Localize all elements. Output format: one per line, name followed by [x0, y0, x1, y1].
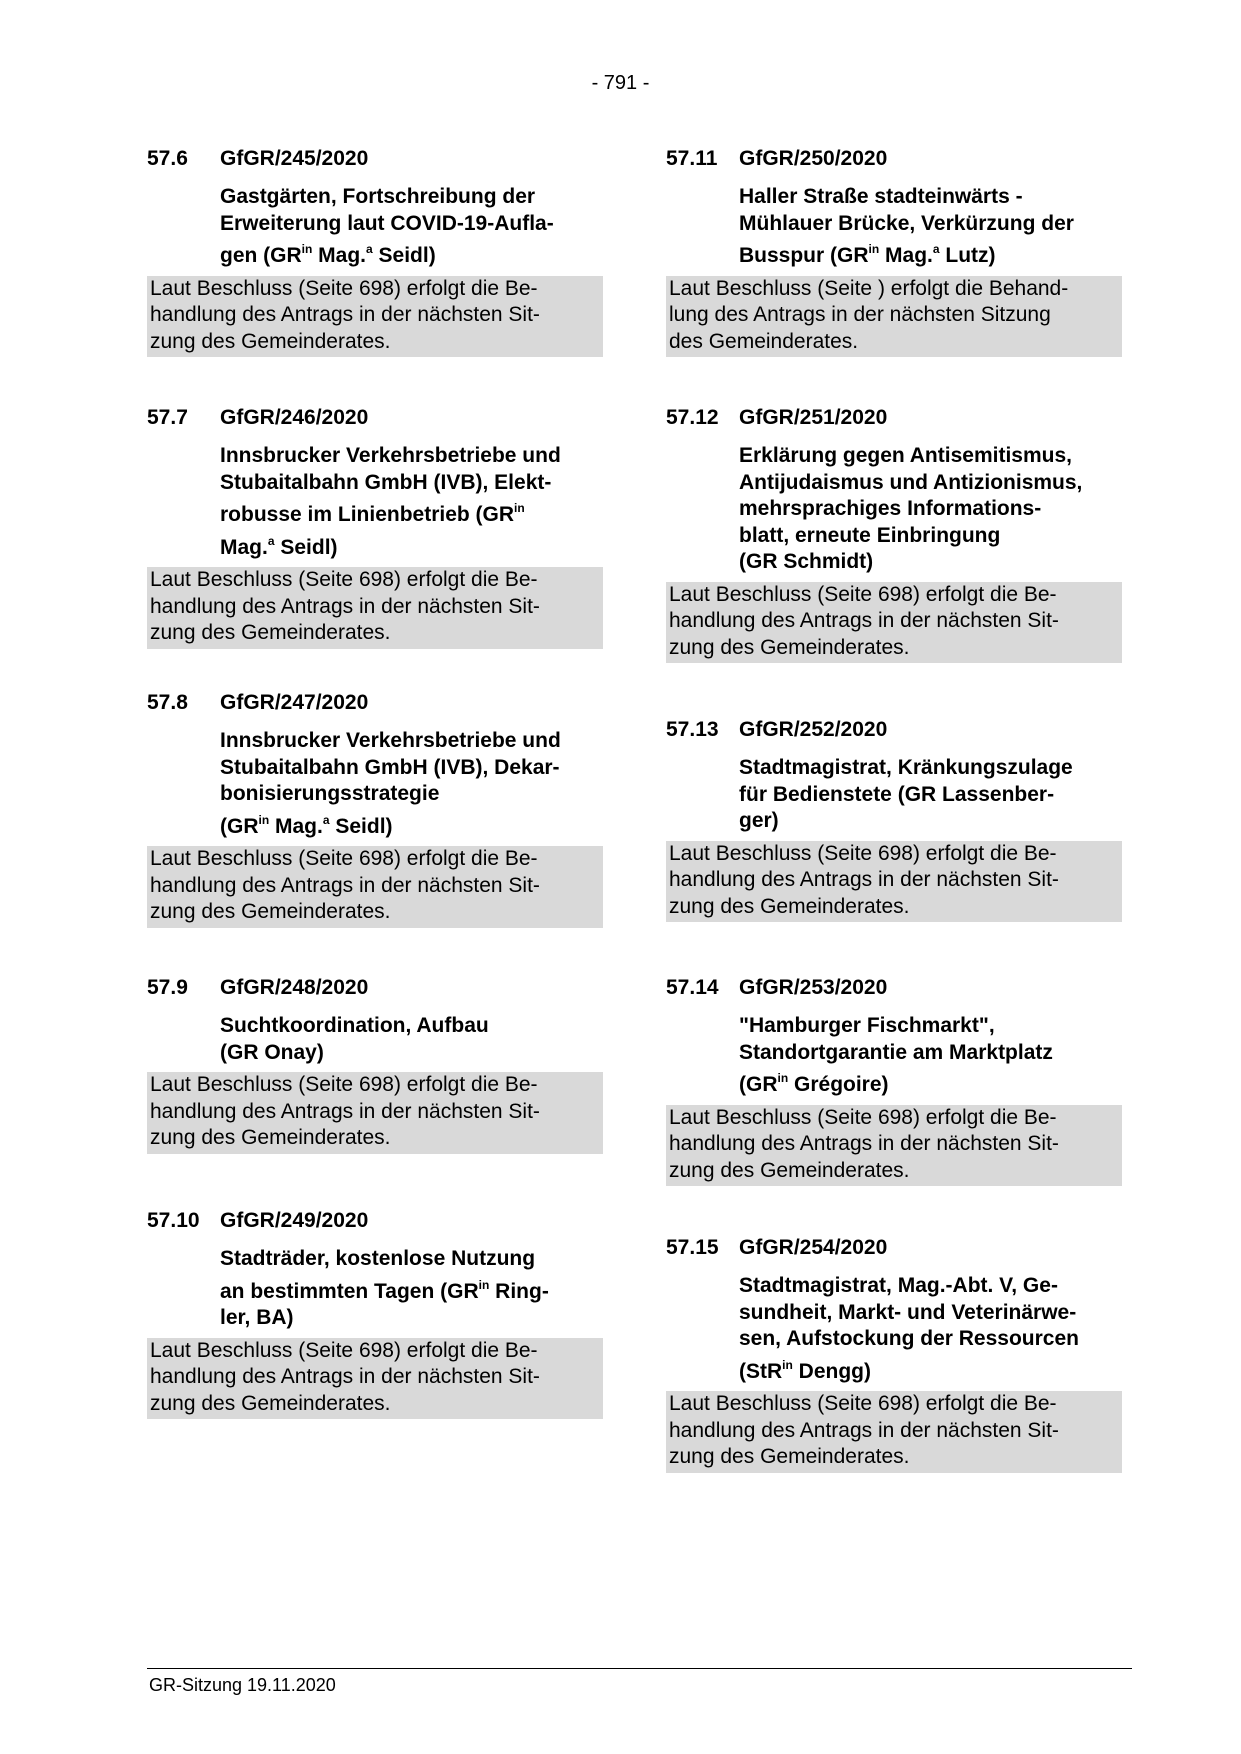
item-title-line: Mühlauer Brücke, Verkürzung der [739, 211, 1074, 235]
decision-line: zung des Gemeinderates. [150, 900, 391, 923]
decision-line: handlung des Antrags in der nächsten Sit- [150, 873, 540, 897]
item-title-line: Innsbrucker Verkehrsbetriebe und [220, 729, 561, 752]
item-number: 57.15 [666, 1236, 719, 1259]
decision-line: Laut Beschluss (Seite 698) erfolgt die Be- [150, 276, 538, 300]
item-number: 57.13 [666, 718, 719, 741]
decision-line: zung des Gemeinderates. [669, 1445, 910, 1468]
decision-box [147, 846, 603, 928]
item-number: 57.7 [147, 406, 188, 429]
decision-line: zung des Gemeinderates. [669, 894, 910, 918]
item-title-line: (StR$^{in}$ Dengg) [739, 1357, 871, 1383]
item-title-line: Erweiterung laut COVID-19-Aufla- [220, 211, 554, 235]
item-title [220, 443, 603, 561]
decision-line: Laut Beschluss (Seite ) erfolgt die Behand- [669, 276, 1069, 300]
footer-divider [147, 1668, 1132, 1669]
item-heading [666, 1235, 1122, 1261]
decision-line: Laut Beschluss (Seite 698) erfolgt die Be- [150, 847, 538, 870]
decision-box [147, 567, 603, 649]
decision-line: Laut Beschluss (Seite 698) erfolgt die Be- [669, 1392, 1057, 1415]
item-title-line: Standortgarantie am Marktplatz [739, 1040, 1053, 1064]
item-title [220, 184, 603, 270]
agenda-item [147, 690, 603, 928]
item-code: GfGR/246/2020 [220, 406, 369, 429]
item-number: 57.9 [147, 976, 188, 999]
decision-line: Laut Beschluss (Seite 698) erfolgt die Be- [150, 568, 538, 591]
agenda-item [147, 146, 603, 357]
agenda-item [666, 717, 1122, 922]
decision-line: Laut Beschluss (Seite 698) erfolgt die Be- [669, 841, 1057, 865]
item-title-line: Stadtmagistrat, Mag.-Abt. V, Ge- [739, 1274, 1058, 1297]
decision-line: handlung des Antrags in der nächsten Sit- [669, 1418, 1059, 1442]
item-number: 57.14 [666, 976, 719, 999]
agenda-item [147, 405, 603, 649]
agenda-item [666, 975, 1122, 1186]
item-number: 57.10 [147, 1209, 200, 1232]
item-code: GfGR/249/2020 [220, 1209, 369, 1232]
item-heading [147, 146, 603, 172]
decision-line: zung des Gemeinderates. [150, 621, 391, 644]
item-number: 57.12 [666, 406, 719, 429]
decision-line: zung des Gemeinderates. [669, 1158, 910, 1182]
item-title-line: Mag.$^a$ Seidl) [220, 533, 338, 559]
item-title [739, 1013, 1122, 1099]
item-title-line: blatt, erneute Einbringung [739, 523, 1001, 547]
item-title [220, 728, 603, 840]
item-title-line: bonisierungsstrategie [220, 782, 440, 805]
item-title-line: Innsbrucker Verkehrsbetriebe und [220, 444, 561, 467]
decision-line: handlung des Antrags in der nächsten Sit- [150, 594, 540, 618]
agenda-item [147, 1208, 603, 1419]
decision-box [666, 1105, 1122, 1187]
item-title-line: (GR Schmidt) [739, 550, 874, 573]
decision-line: handlung des Antrags in der nächsten Sit- [669, 1132, 1059, 1155]
item-heading [666, 146, 1122, 172]
item-code: GfGR/250/2020 [739, 147, 888, 170]
decision-box [666, 276, 1122, 358]
decision-line: Laut Beschluss (Seite 698) erfolgt die Be- [669, 1105, 1057, 1129]
item-code: GfGR/251/2020 [739, 406, 888, 429]
item-code: GfGR/253/2020 [739, 976, 888, 999]
decision-line: zung des Gemeinderates. [150, 1391, 391, 1415]
decision-box [147, 1072, 603, 1154]
decision-line: handlung des Antrags in der nächsten Sit- [150, 303, 540, 326]
item-number: 57.8 [147, 691, 188, 714]
decision-box [666, 841, 1122, 923]
item-heading [147, 975, 603, 1001]
item-title [739, 1273, 1122, 1385]
item-title-line: Erklärung gegen Antisemitismus, [739, 444, 1072, 467]
item-title-line: für Bedienstete (GR Lassenber- [739, 782, 1055, 806]
decision-line: handlung des Antrags in der nächsten Sit- [150, 1365, 540, 1388]
item-title-line: Gastgärten, Fortschreibung der [220, 185, 536, 208]
item-title-line: Busspur ($GR^{in}$ Mag.$^a$ Lutz) [739, 242, 996, 267]
item-title [739, 443, 1122, 576]
page-number: - 791 - [591, 72, 650, 94]
item-title [220, 1013, 603, 1066]
item-title [739, 755, 1122, 835]
decision-line: handlung des Antrags in der nächsten Sit- [669, 868, 1059, 891]
item-code: GfGR/247/2020 [220, 691, 369, 714]
item-heading [147, 690, 603, 716]
decision-box [666, 1391, 1122, 1473]
item-title-line: gen ($GR^{in}$ Mag.$^a$ Seidl) [220, 242, 436, 267]
agenda-item [147, 975, 603, 1154]
item-heading [666, 717, 1122, 743]
agenda-item [666, 146, 1122, 357]
item-title-line: ler, BA) [220, 1306, 294, 1329]
item-title-line: Stadträder, kostenlose Nutzung [220, 1247, 536, 1270]
item-number: 57.11 [666, 147, 718, 170]
item-title-line: robusse im Linienbetrieb ($GR^{in}$ [220, 501, 525, 526]
agenda-item [666, 1235, 1122, 1473]
item-code: GfGR/252/2020 [739, 718, 888, 741]
decision-box [147, 276, 603, 358]
item-title-line: ger) [739, 809, 779, 832]
decision-line: handlung des Antrags in der nächsten Sit- [669, 609, 1059, 632]
footer-text: GR-Sitzung 19.11.2020 [149, 1675, 336, 1695]
agenda-item [666, 405, 1122, 663]
item-title-line: Stubaitalbahn GmbH (IVB), Elekt- [220, 470, 552, 494]
decision-line: handlung des Antrags in der nächsten Sit- [150, 1099, 540, 1123]
item-title-line: Stadtmagistrat, Kränkungszulage [739, 756, 1073, 779]
item-title-line: "Hamburger Fischmarkt", [739, 1014, 995, 1037]
item-title-line: Antijudaismus und Antizionismus, [739, 470, 1083, 494]
decision-line: des Gemeinderates. [669, 329, 859, 353]
item-title-line: (GR Onay) [220, 1040, 324, 1064]
decision-line: Laut Beschluss (Seite 698) erfolgt die Be- [669, 582, 1057, 606]
decision-line: Laut Beschluss (Seite 698) erfolgt die Be- [150, 1338, 538, 1362]
decision-box [147, 1338, 603, 1420]
decision-line: zung des Gemeinderates. [150, 329, 391, 353]
item-number: 57.6 [147, 147, 188, 170]
item-title-line: Suchtkoordination, Aufbau [220, 1014, 489, 1037]
item-title-line: Stubaitalbahn GmbH (IVB), Dekar- [220, 755, 560, 779]
decision-box [666, 582, 1122, 664]
decision-line: zung des Gemeinderates. [150, 1126, 391, 1149]
item-code: GfGR/254/2020 [739, 1236, 888, 1259]
decision-line: Laut Beschluss (Seite 698) erfolgt die Be- [150, 1073, 538, 1096]
item-title [220, 1246, 603, 1332]
decision-line: zung des Gemeinderates. [669, 635, 910, 659]
item-title-line: sen, Aufstockung der Ressourcen [739, 1327, 1079, 1350]
decision-line: lung des Antrags in der nächsten Sitzung [669, 303, 1051, 326]
item-heading [147, 405, 603, 431]
item-title-line: an bestimmten Tagen ($GR^{in}$ Ring- [220, 1277, 549, 1303]
item-title [739, 184, 1122, 270]
item-title-line: mehrsprachiges Informations- [739, 497, 1042, 520]
item-heading [147, 1208, 603, 1234]
item-code: GfGR/245/2020 [220, 147, 369, 170]
item-title-line: sundheit, Markt- und Veterinärwe- [739, 1300, 1077, 1324]
item-code: GfGR/248/2020 [220, 976, 369, 999]
item-heading [666, 405, 1122, 431]
item-heading [666, 975, 1122, 1001]
item-title-line: ($GR^{in}$ Mag.$^a$ Seidl) [220, 812, 393, 838]
item-title-line: ($GR^{in}$ Grégoire) [739, 1071, 889, 1096]
item-title-line: Haller Straße stadteinwärts - [739, 185, 1023, 208]
